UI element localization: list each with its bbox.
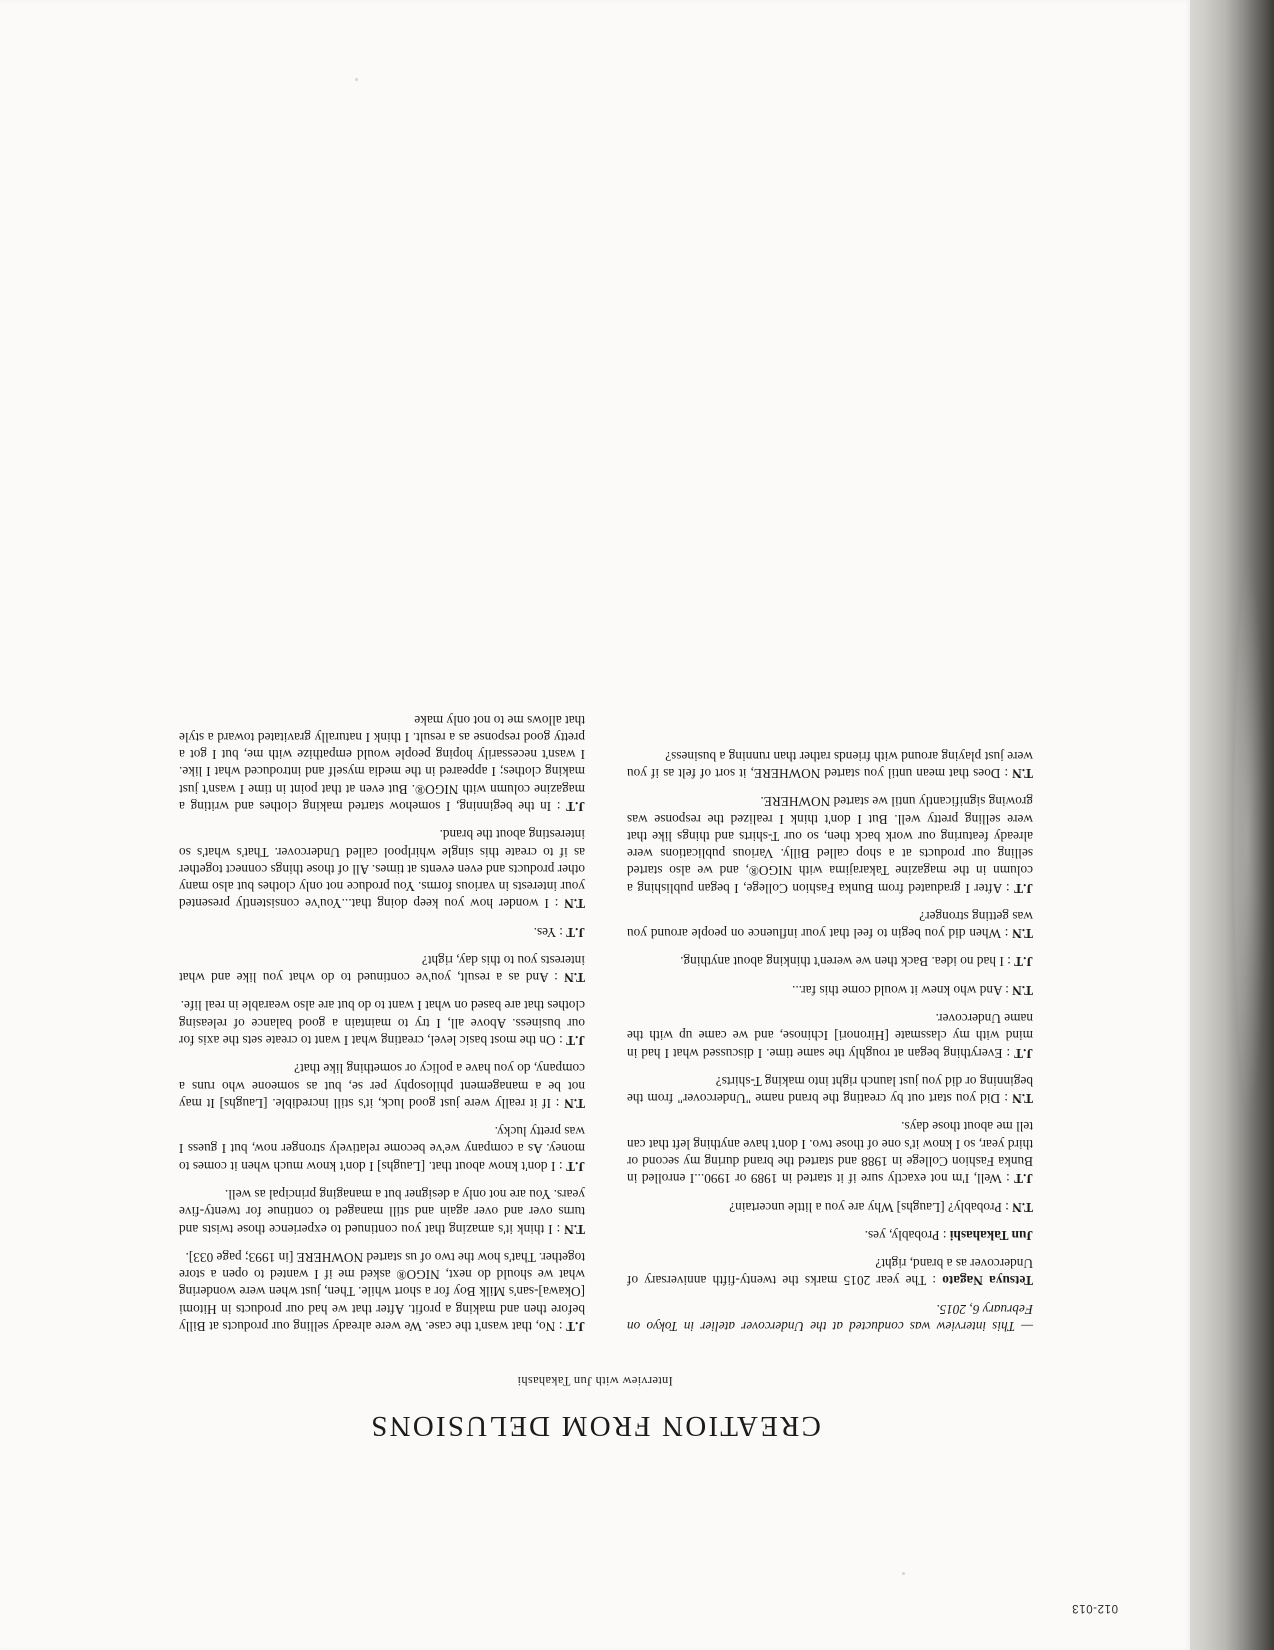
paragraph-text: : I wonder how you keep doing that...You've consistently presented your interests in various forms. You produce not only clothes but also many other products and even events at times. All of those things connect together as if to create this single whirlpool called Undercover. That's what's so interesting about the brand. bbox=[179, 827, 585, 912]
speaker-label: Jun Takahashi bbox=[949, 1227, 1033, 1243]
paragraph-text: : I don't know about that. [Laughs] I don't know much when it comes to money. As a company we've become relatively stronger now, but I guess I was pretty lucky. bbox=[179, 1124, 585, 1174]
paragraph bbox=[179, 711, 585, 815]
paragraph bbox=[627, 793, 1033, 897]
paragraph bbox=[627, 1010, 1033, 1062]
paragraph-text: : I had no idea. Back then we weren't thinking about anything. bbox=[680, 954, 1015, 970]
speaker-label: T.N bbox=[1012, 982, 1033, 998]
paragraph-text: : When did you begin to feel that your influence on people around you was getting stronger? bbox=[627, 908, 1033, 942]
speaker-label: T.N bbox=[564, 1221, 585, 1237]
gutter-highlight bbox=[1234, 560, 1268, 1120]
paragraph bbox=[179, 1186, 585, 1238]
paragraph bbox=[627, 908, 1033, 943]
scan-speckle bbox=[355, 78, 358, 81]
speaker-label: T.N bbox=[564, 1095, 585, 1111]
paragraph-text: : Probably? [Laughs] Why are you a little uncertain? bbox=[729, 1199, 1013, 1215]
paragraph bbox=[627, 1198, 1033, 1215]
paragraph-text: : Did you start out by creating the brand name "Undercover" from the beginning or did you just launch right into making T-shirts? bbox=[627, 1073, 1033, 1107]
speaker-label: Tetsuya Nagato bbox=[942, 1273, 1033, 1289]
column-left bbox=[627, 225, 1033, 1335]
paragraph bbox=[179, 826, 585, 912]
paragraph-text: : Well, I'm not exactly sure if it started in 1989 or 1990...I enrolled in Bunka Fashion College in 1988 and started the brand during my second or third year, so I know it's one of those two. I don't have anything left that can tell me about those days. bbox=[627, 1119, 1033, 1187]
paragraph-text: : No, that wasn't the case. We were already selling our products at Billy before then and making a profit. After that we had our products in Hitomi [Okawa]-san's Milk Boy for a short while. Then, just when were wondering what we should do next, NIGO® asked me if I wanted to open a store together. That's how the two of us started NOWHERE [in 1993; page 033]. bbox=[179, 1249, 585, 1334]
page-title: CREATION FROM DELUSIONS bbox=[369, 1410, 821, 1442]
editorial-note-text: This interview was conducted at the Undercover atelier in Tokyo on February 6, 2015. bbox=[627, 1301, 1033, 1334]
paragraph-text: : If it really were just good luck, it's still incredible. [Laughs] It may not be a management philosophy per se, but as someone who runs a company, do you have a policy or something like that? bbox=[179, 1061, 585, 1111]
paragraph-text: : The year 2015 marks the twenty-fifth anniversary of Undercover as a brand, right? bbox=[627, 1256, 1033, 1289]
speaker-label: T.N bbox=[564, 970, 585, 986]
paragraph-text: : In the beginning, I somehow started making clothes and writing a magazine column with NIGO®. But even at that point in time I wasn't just making clothes; I appeared in the media myself and introduced what I like. I wasn't necessarily hoping people would empathize with me, but I got a pretty good response as a result. I think I naturally gravitated toward a style that allows me to not only make bbox=[179, 712, 585, 814]
paragraph-text: : And who knew it would come this far... bbox=[792, 982, 1013, 998]
paragraph-text: : On the most basic level, creating what I want to create sets the axis for our business. Above all, I try to maintain a good balance of releasing clothes that are based on what I want to do but are also wearable in real life. bbox=[179, 998, 585, 1049]
paragraph bbox=[179, 1249, 585, 1335]
speaker-label: T.N bbox=[1012, 1199, 1033, 1215]
speaker-label: J.T bbox=[566, 924, 585, 940]
speaker-label: J.T bbox=[1014, 880, 1033, 896]
paragraph bbox=[179, 1123, 585, 1175]
paragraph bbox=[179, 1060, 585, 1112]
speaker-label: T.N bbox=[1012, 1091, 1033, 1107]
speaker-label: T.N bbox=[564, 896, 585, 912]
column-right bbox=[179, 225, 585, 1335]
scan-speckle bbox=[902, 1572, 905, 1575]
speaker-label: T.N bbox=[1012, 765, 1033, 781]
paragraph-text: : Yes. bbox=[533, 924, 567, 940]
paragraph bbox=[627, 1255, 1033, 1290]
page-subtitle: Interview with Jun Takahashi bbox=[517, 1374, 673, 1388]
speaker-label: J.T bbox=[1014, 1045, 1033, 1061]
paragraph-text: : I think it's amazing that you continued to experience those twists and turns over and over again and still managed to continue for twenty-five years. You are not only a designer but a managing principal as well. bbox=[179, 1187, 585, 1237]
speaker-label: J.T bbox=[566, 1319, 585, 1334]
paragraph-text: : Probably, yes. bbox=[864, 1227, 950, 1243]
paragraph-text: : Everything began at roughly the same time. I discussed what I had in mind with my classmate [Hironori] Ichinose, and we came up with the name Undercover. bbox=[627, 1011, 1033, 1061]
editorial-note bbox=[627, 1300, 1033, 1335]
em-dash: — bbox=[1021, 1319, 1033, 1334]
speaker-label: J.T bbox=[566, 1033, 585, 1049]
paragraph-text: : Does that mean until you started NOWHERE, it sort of felt as if you were just playing around with friends rather than running a business? bbox=[627, 748, 1033, 781]
paragraph-text: : And as a result, you've continued to do what you like and what interests you to this day, right? bbox=[179, 952, 585, 986]
speaker-label: J.T bbox=[1014, 954, 1033, 970]
article-columns bbox=[178, 225, 1033, 1335]
speaker-label: J.T bbox=[566, 1158, 585, 1174]
paragraph bbox=[627, 1118, 1033, 1187]
paragraph bbox=[179, 997, 585, 1049]
speaker-label: T.N bbox=[1012, 926, 1033, 942]
paragraph bbox=[627, 982, 1033, 999]
speaker-label: J.T bbox=[1014, 1171, 1033, 1187]
paragraph bbox=[627, 1227, 1033, 1244]
paragraph bbox=[627, 747, 1033, 782]
paragraph bbox=[627, 953, 1033, 970]
page-folio: 012-013 bbox=[1071, 1602, 1118, 1614]
speaker-label: J.T bbox=[566, 798, 585, 814]
paragraph bbox=[179, 923, 585, 940]
paragraph-text: : After I graduated from Bunka Fashion College, I began publishing a column in the magazine Takarajima with NIGO®, and we also started selling our products at a shop called Billy. Various publications were already featuring our work back then, so our T-shirts and things like that were selling pretty well. But I don't think I realized the response was growing significantly until we started NOWHERE. bbox=[627, 794, 1033, 896]
binding-gutter bbox=[1190, 0, 1274, 1650]
paragraph bbox=[627, 1073, 1033, 1108]
paragraph bbox=[179, 952, 585, 987]
